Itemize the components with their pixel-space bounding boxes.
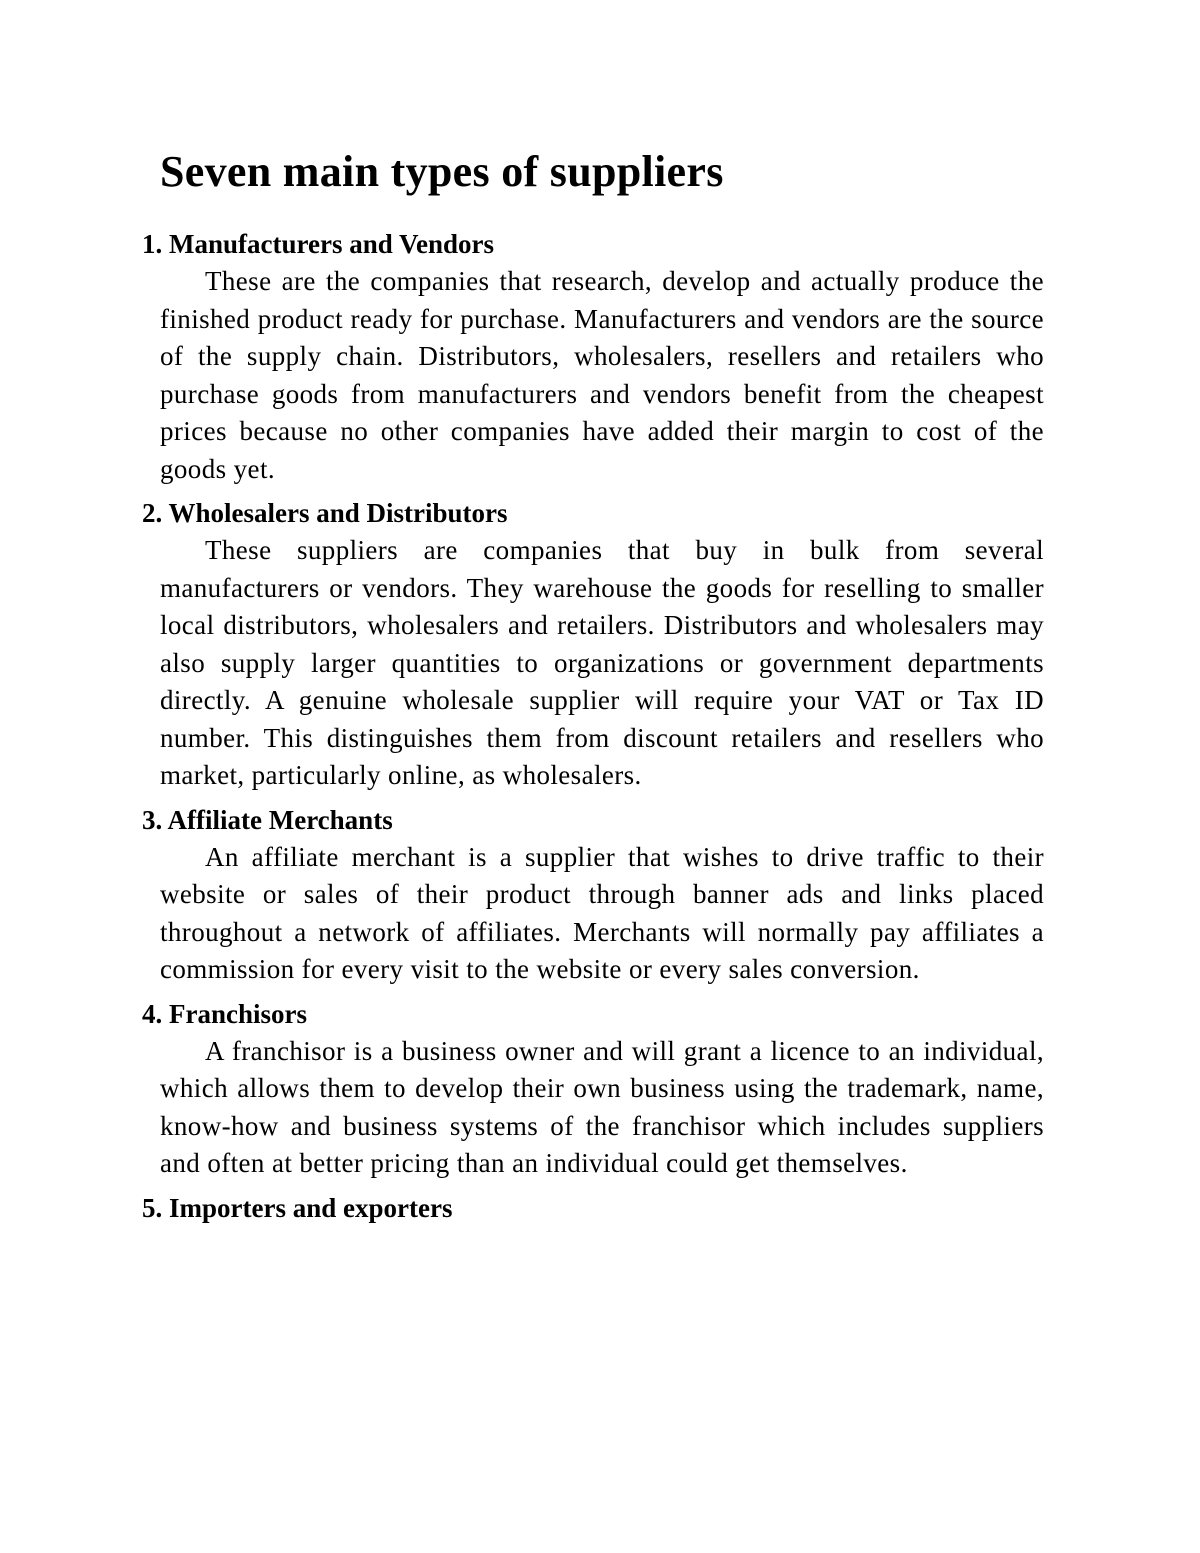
document-title: Seven main types of suppliers [160,147,724,196]
section-heading: 5. Importers and exporters [142,1192,453,1223]
section-wholesalers-and-distributors [142,495,1044,795]
section-franchisors [142,996,1044,1183]
section-affiliate-merchants [142,802,1044,989]
section-body: A franchisor is a business owner and will grant a licence to an individual, which allows them to develop their own business using the trademark, name, know-how and business systems of the franchisor which includes suppliers and often at better pricing than an individual could get themselves. [160,1035,1044,1178]
section-importers-and-exporters [142,1190,1044,1227]
section-heading: 2. Wholesalers and Distributors [142,498,508,528]
section-body: These suppliers are companies that buy in bulk from several manufacturers or vendors. They warehouse the goods for reselling to smaller local distributors, wholesalers and retailers. Distributors and wholesalers may also supply larger quantities to organizations or government departments directly. A genuine wholesale supplier will require your VAT or Tax ID number. This distinguishes them from discount retailers and resellers who market, particularly online, as wholesalers. [160,535,1044,790]
section-heading: 1. Manufacturers and Vendors [142,229,495,259]
section-manufacturers-and-vendors [142,226,1044,488]
section-heading: 3. Affiliate Merchants [142,804,393,835]
document-page [142,140,1044,1227]
section-body: These are the companies that research, develop and actually produce the finished product ready for purchase. Manufacturers and vendors are the source of the supply chain. Distributors, wholesalers, resellers and retailers who purchase goods from manufacturers and vendors benefit from the cheapest prices because no other companies have added their margin to cost of the goods yet. [160,266,1044,484]
section-heading: 4. Franchisors [142,998,307,1029]
section-body: An affiliate merchant is a supplier that wishes to drive traffic to their website or sales of their product through banner ads and links placed throughout a network of affiliates. Merchants will normally pay affiliates a commission for every visit to the website or every sales conversion. [160,841,1044,984]
